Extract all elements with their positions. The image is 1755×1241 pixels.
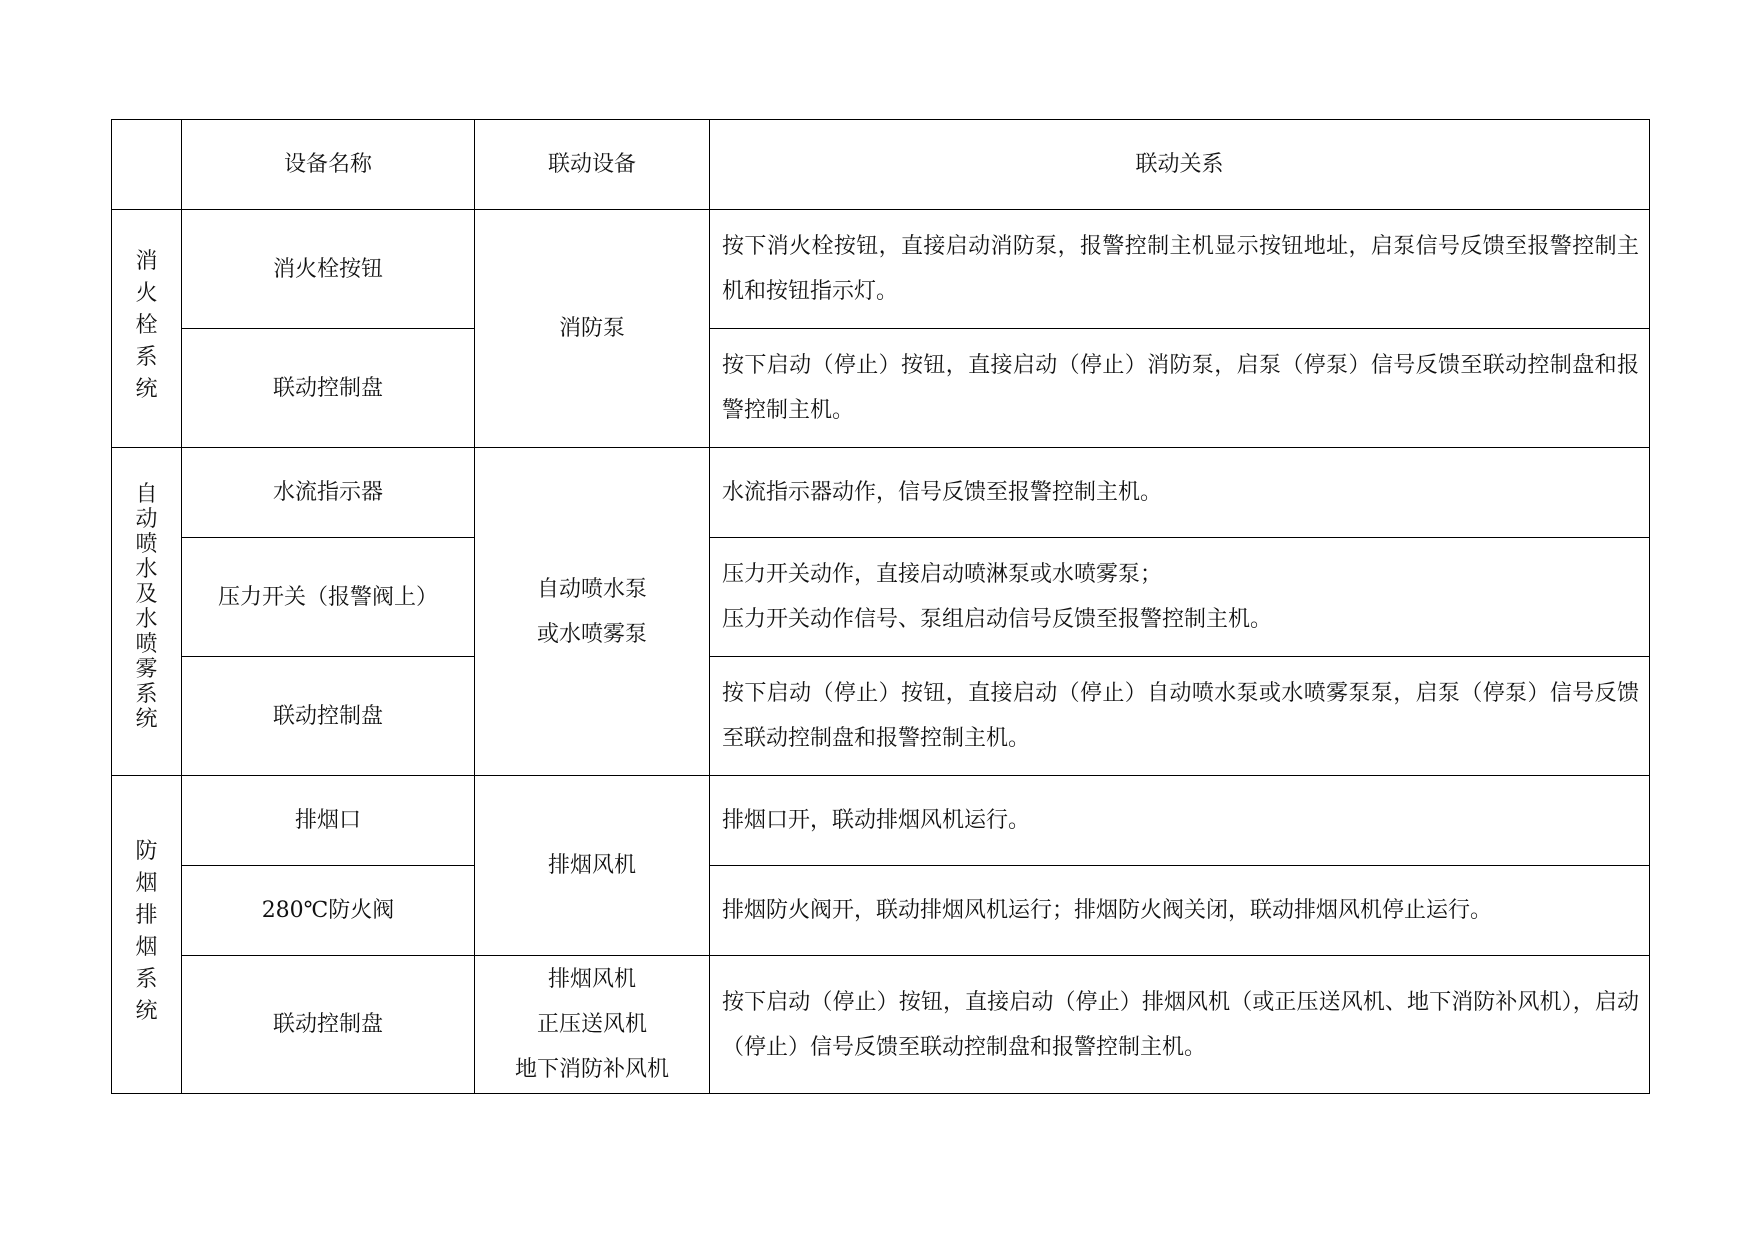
device-name-cell: 联动控制盘: [182, 956, 475, 1094]
device-name-cell: 联动控制盘: [182, 329, 475, 448]
device-name-cell: 压力开关（报警阀上）: [182, 538, 475, 657]
table-row: [112, 776, 1650, 866]
relation-cell: 按下启动（停止）按钮，直接启动（停止）自动喷水泵或水喷雾泵泵，启泵（停泵）信号反馈至联动控制盘和报警控制主机。: [710, 657, 1650, 776]
linked-device-label: 或水喷雾泵: [536, 621, 647, 647]
linked-device-label: 消防泵: [558, 316, 625, 341]
linked-device-cell: [475, 210, 710, 448]
linkage-table: [111, 119, 1650, 1094]
header-linked-device: 联动设备: [475, 120, 710, 210]
linked-device-label: 正压送风机: [536, 1012, 647, 1037]
relation-cell: 水流指示器动作，信号反馈至报警控制主机。: [710, 448, 1650, 538]
relation-line: 压力开关动作信号、泵组启动信号反馈至报警控制主机。: [722, 607, 1273, 632]
relation-cell: 排烟口开，联动排烟风机运行。: [710, 776, 1650, 866]
relation-cell: [710, 538, 1650, 657]
device-name-cell: 水流指示器: [182, 448, 475, 538]
header-category: [112, 120, 182, 210]
table-row: [112, 210, 1650, 329]
category-cell: [112, 210, 182, 448]
linked-device-label: 地下消防补风机: [514, 1057, 669, 1082]
header-row: [112, 120, 1650, 210]
table-row: [112, 448, 1650, 538]
table-row: [112, 956, 1650, 1094]
table-row: [112, 329, 1650, 448]
relation-cell: 按下启动（停止）按钮，直接启动（停止）排烟风机（或正压送风机、地下消防补风机），启动（停止）信号反馈至联动控制盘和报警控制主机。: [710, 956, 1650, 1094]
relation-line: 压力开关动作，直接启动喷淋泵或水喷雾泵；: [722, 562, 1163, 587]
linked-device-cell: [475, 956, 710, 1094]
header-device-name: 设备名称: [182, 120, 475, 210]
device-name-cell: 消火栓按钮: [182, 210, 475, 329]
linked-device-label: 排烟风机: [547, 967, 636, 992]
table-row: [112, 657, 1650, 776]
category-label: 消火栓系统: [135, 248, 158, 402]
device-name-cell: 280℃防火阀: [182, 866, 475, 956]
linked-device-label: 排烟风机: [547, 853, 636, 878]
category-cell: [112, 448, 182, 776]
table-row: [112, 866, 1650, 956]
relation-cell: 按下消火栓按钮，直接启动消防泵，报警控制主机显示按钮地址，启泵信号反馈至报警控制主机和按钮指示灯。: [710, 210, 1650, 329]
linked-device-label: 自动喷水泵: [536, 576, 647, 602]
category-label: 防烟排烟系统: [135, 838, 158, 1024]
category-label: 自动喷水及水喷雾系统: [135, 481, 158, 732]
linked-device-cell: [475, 448, 710, 776]
relation-cell: 排烟防火阀开，联动排烟风机运行；排烟防火阀关闭，联动排烟风机停止运行。: [710, 866, 1650, 956]
device-name-cell: 排烟口: [182, 776, 475, 866]
header-linkage-relation: 联动关系: [710, 120, 1650, 210]
linked-device-cell: [475, 776, 710, 956]
relation-cell: 按下启动（停止）按钮，直接启动（停止）消防泵，启泵（停泵）信号反馈至联动控制盘和报警控制主机。: [710, 329, 1650, 448]
category-cell: [112, 776, 182, 1094]
table-row: [112, 538, 1650, 657]
device-name-cell: 联动控制盘: [182, 657, 475, 776]
